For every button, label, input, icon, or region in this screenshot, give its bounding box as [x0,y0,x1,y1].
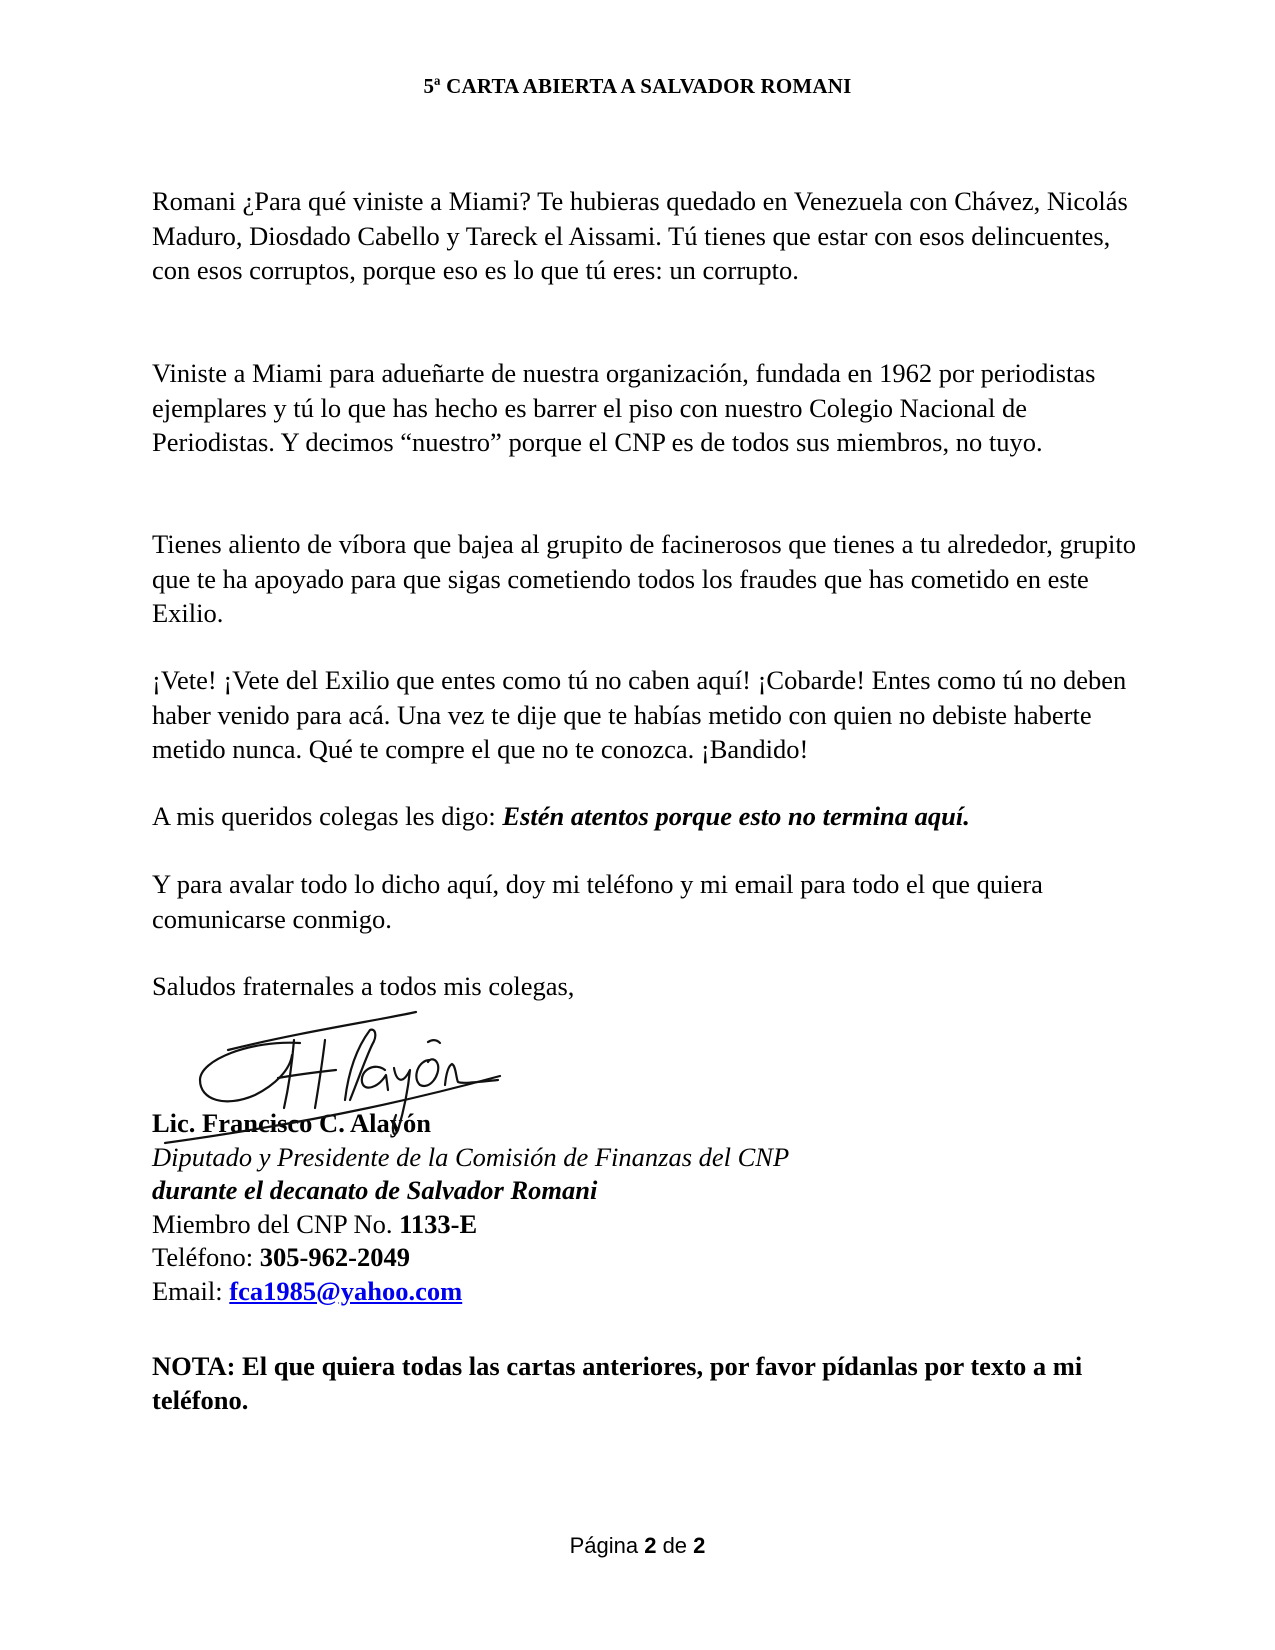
email-line [152,1275,789,1309]
signer-role-line-1: Diputado y Presidente de la Comisión de Finanzas del CNP [152,1141,790,1172]
warning-paragraph [152,799,1152,834]
of-label: de [656,1533,694,1558]
paragraph-3: Tienes aliento de víbora que bajea al grupito de facinerosos que tienes a tu alrededor, grupito que te ha apoyado para que sigas cometiendo todos los fraudes que has cometido en este Exilio. [152,529,1137,628]
email-link[interactable]: fca1985@yahoo.com [229,1275,463,1306]
total-pages: 2 [693,1533,706,1558]
signer-role-line-2: durante el decanato de Salvador Romani [152,1175,598,1205]
contact-paragraph: Y para avalar todo lo dicho aquí, doy mi teléfono y mi email para todo el que quiera comunicarse conmigo. [152,869,1043,934]
signer-name: Lic. Francisco C. Alayón [152,1108,431,1138]
phone-line [152,1241,789,1275]
current-page: 2 [644,1533,657,1558]
paragraph-2: Viniste a Miami para adueñarte de nuestra organización, fundada en 1962 por periodistas ejemplares y tú lo que has hecho es barrer el piso con nuestro Colegio Nacional de Periodistas. Y decimos “nuestro” porque el CNP es de todos sus miembros, no tuyo. [152,358,1096,457]
paragraph-1: Romani ¿Para qué viniste a Miami? Te hubieras quedado en Venezuela con Chávez, Nicolás Maduro, Diosdado Cabello y Tareck el Aissami. Tú tienes que estar con esos delincuentes, con esos corruptos, porque eso es lo que tú eres: un corrupto. [152,186,1128,285]
paragraph-4: ¡Vete! ¡Vete del Exilio que entes como tú no caben aquí! ¡Cobarde! Entes como tú no deben haber venido para acá. Una vez te dije que te habías metido con quien no debiste haberte metido nunca. Qué te compre el que no te conozca. ¡Bandido! [152,665,1127,764]
page-footer [0,1533,1275,1559]
member-number: 1133-E [399,1208,478,1239]
warning-prefix: A mis queridos colegas les digo: [152,801,503,831]
note-paragraph: NOTA: El que quiera todas las cartas anteriores, por favor pídanlas por texto a mi teléfono. [152,1351,1083,1415]
signature-block [152,1107,789,1308]
page-label: Página [569,1533,645,1558]
email-label: Email: [152,1275,230,1306]
warning-emphasis: Estén atentos porque esto no termina aquí. [502,801,970,831]
document-title: 5ª CARTA ABIERTA A SALVADOR ROMANI [423,74,852,98]
member-label: Miembro del CNP No. [152,1208,400,1239]
phone-number: 305-962-2049 [259,1242,410,1272]
closing-line: Saludos fraternales a todos mis colegas, [152,971,575,1001]
member-line [152,1208,789,1242]
phone-label: Teléfono: [152,1242,260,1272]
